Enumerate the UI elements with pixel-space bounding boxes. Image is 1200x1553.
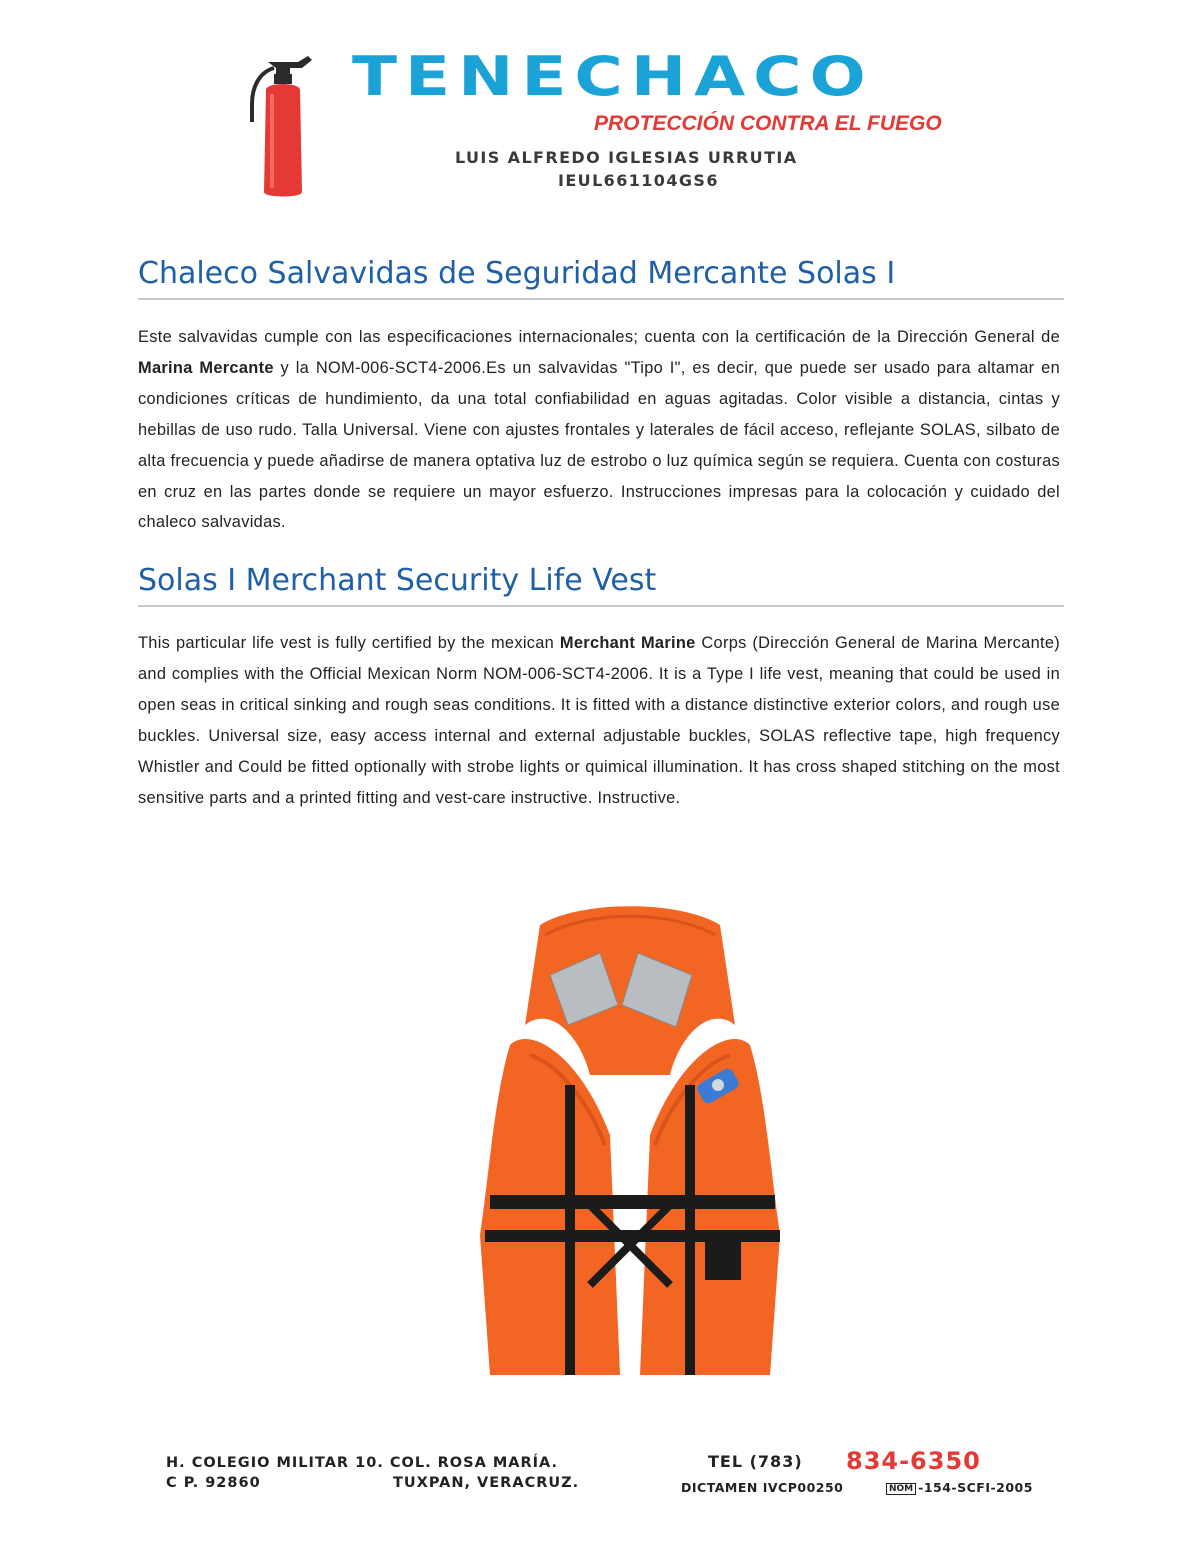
footer-tel-number: 834-6350 — [846, 1447, 981, 1475]
english-paragraph — [138, 628, 1060, 813]
footer-nom-code: -154-SCFI-2005 — [918, 1480, 1033, 1495]
footer-postal-code: C P. 92860 — [166, 1475, 261, 1491]
nom-logo: NOM — [886, 1483, 916, 1495]
english-text-end: Corps (Dirección General de Marina Mercante) and complies with the Official Mexican Norm NOM-006-SCT4-2006. It is a Type I life vest, meaning that could be used in open seas in critical sinking and rough seas conditions. It is fitted with a distance distinctive exterior colors, and rough use buckles. Universal size, easy access internal and external adjustable buckles, SOLAS reflective tape, high frequency Whistler and Could be fitted optionally with strobe lights or quimical illumination. It has cross shaped stitching on the most sensitive parts and a printed fitting and vest-care instructive. Instructive. — [138, 634, 1061, 807]
english-text-start: This particular life vest is fully certified by the mexican — [138, 634, 560, 652]
owner-rfc: IEUL661104GS6 — [558, 171, 719, 190]
owner-name: LUIS ALFREDO IGLESIAS URRUTIA — [455, 148, 798, 167]
brand-logo-text: TENECHACO — [352, 45, 874, 109]
fire-extinguisher-icon — [246, 52, 326, 202]
life-vest-image — [470, 905, 790, 1405]
brand-tagline: PROTECCIÓN CONTRA EL FUEGO — [594, 112, 942, 135]
spanish-paragraph — [138, 322, 1060, 538]
english-title: Solas I Merchant Security Life Vest — [138, 563, 1064, 607]
footer-dictamen: DICTAMEN IVCP00250 — [681, 1480, 844, 1495]
footer-city: TUXPAN, VERACRUZ. — [393, 1475, 580, 1491]
footer-address: H. COLEGIO MILITAR 10. COL. ROSA MARÍA. — [166, 1455, 559, 1471]
spanish-title: Chaleco Salvavidas de Seguridad Mercante Solas I — [138, 256, 1064, 300]
spanish-text-start: Este salvavidas cumple con las especificaciones internacionales; cuenta con la certificación de la Dirección General de — [138, 328, 1060, 346]
footer-tel-label: TEL (783) — [708, 1452, 803, 1471]
spanish-bold-term: Marina Mercante — [138, 358, 274, 377]
footer-nom — [886, 1480, 1033, 1495]
english-bold-term: Merchant Marine — [559, 634, 696, 652]
spanish-text-end: y la NOM-006-SCT4-2006.Es un salvavidas "Tipo I", es decir, que puede ser usado para altamar en condiciones críticas de hundimiento, da una total confiabilidad en aguas agitadas. Color visible a distancia, cintas y hebillas de uso rudo. Talla Universal. Viene con ajustes frontales y laterales de fácil acceso, reflejante SOLAS, silbato de alta frecuencia y puede añadirse de manera optativa luz de estrobo o luz química según se requiera. Cuenta con costuras en cruz en las partes donde se requiere un mayor esfuerzo. Instrucciones impresas para la colocación y cuidado del chaleco salvavidas. — [138, 358, 1060, 532]
